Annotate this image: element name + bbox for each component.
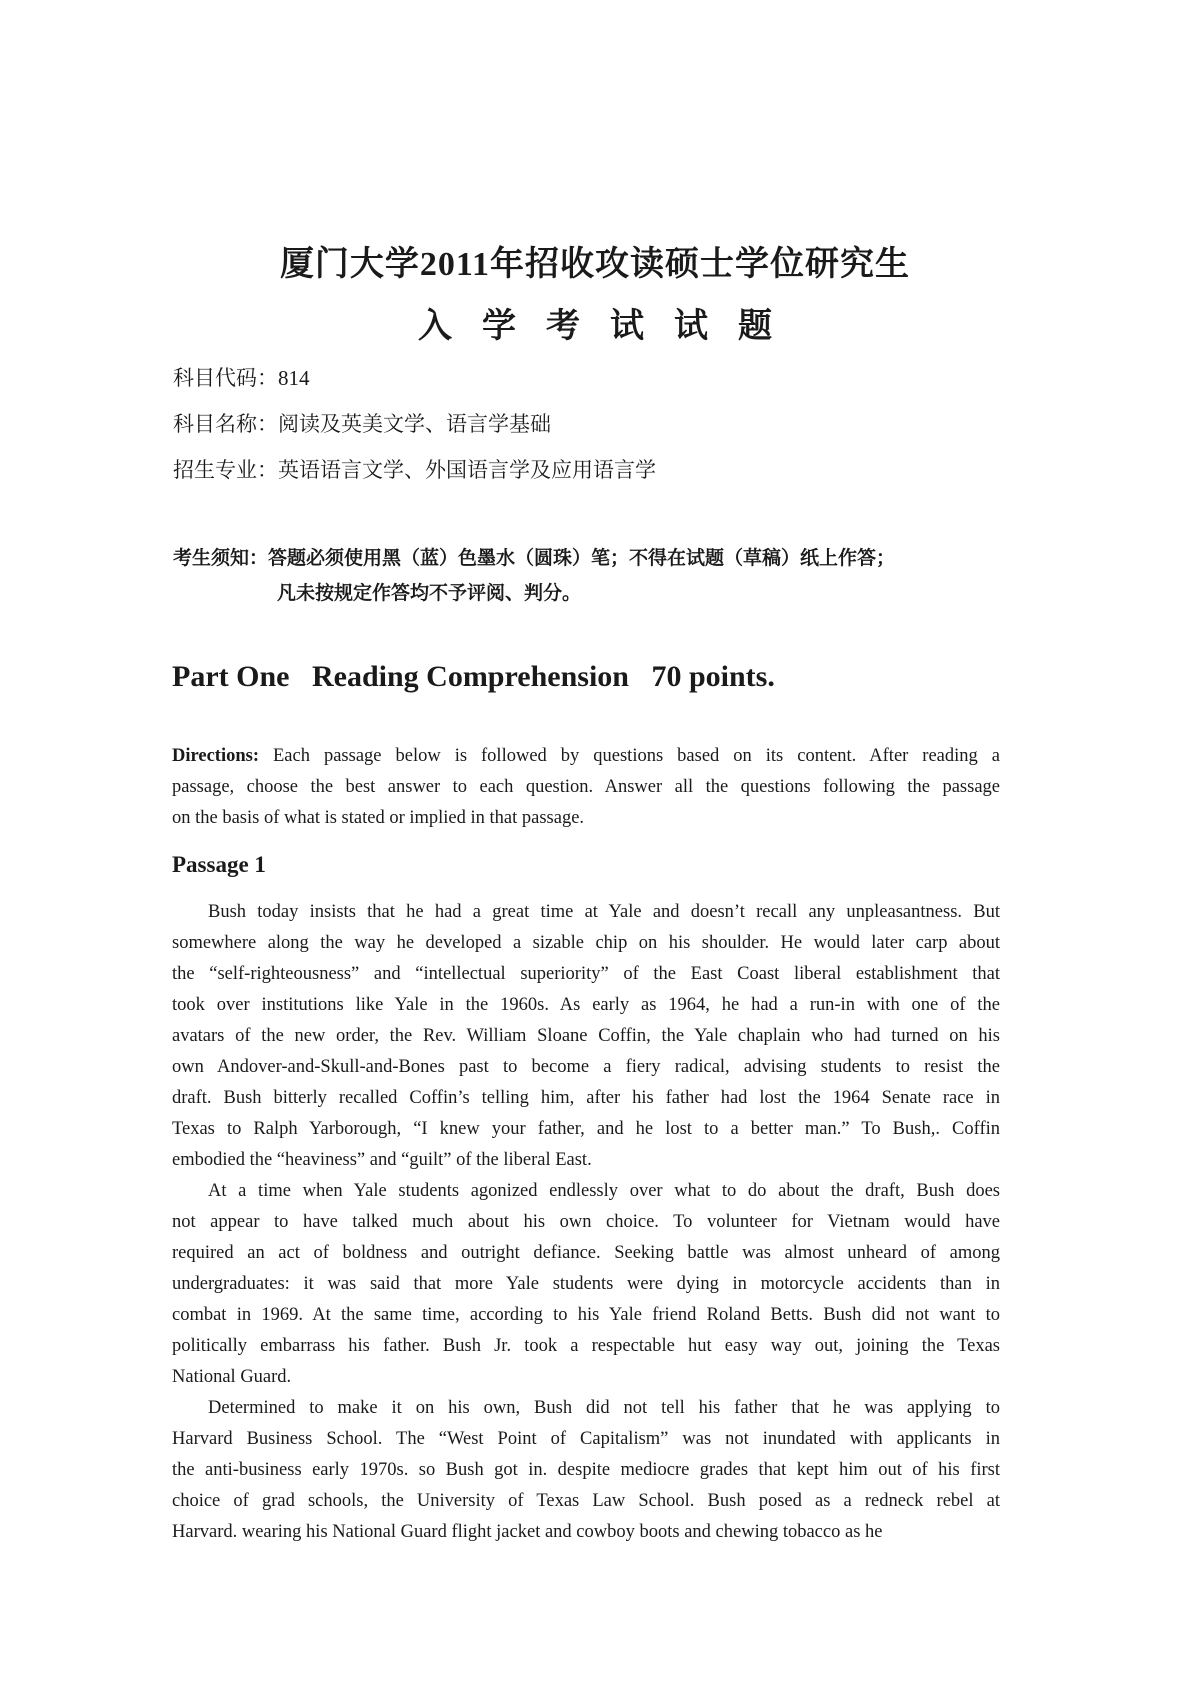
- paragraph-line: At a time when Yale students agonized endlessly over what to do about the draft, Bush does: [208, 1181, 1000, 1201]
- subject-code-value: 814: [278, 366, 310, 390]
- paragraph-line: Texas to Ralph Yarborough, “I knew your father, and he lost to a better man.” To Bush,. Coffin: [172, 1119, 1000, 1139]
- notice: [173, 543, 895, 570]
- passage-title: Passage 1: [172, 852, 266, 877]
- paragraph-line: undergraduates: it was said that more Yale students were dying in motorcycle accidents than in: [172, 1274, 1000, 1294]
- paragraph-line: required an act of boldness and outright defiance. Seeking battle was almost unheard of among: [172, 1243, 1000, 1263]
- paragraph-line: choice of grad schools, the University of Texas Law School. Bush posed as a redneck rebel at: [172, 1491, 1000, 1511]
- subject-name: [173, 408, 551, 438]
- major: [173, 454, 656, 484]
- paragraph-line: the anti-business early 1970s. so Bush got in. despite mediocre grades that kept him out of his first: [172, 1460, 1000, 1480]
- paragraph-line: the “self-righteousness” and “intellectual superiority” of the East Coast liberal establishment that: [172, 964, 1000, 984]
- paragraph: [172, 1393, 1000, 1548]
- notice-line1: 答题必须使用黑（蓝）色墨水（圆珠）笔；不得在试题（草稿）纸上作答；: [268, 548, 896, 569]
- directions-line: on the basis of what is stated or implied in that passage.: [172, 808, 585, 828]
- directions: [172, 741, 1000, 834]
- paragraph-line: politically embarrass his father. Bush Jr. took a respectable hut easy way out, joining the Texas: [172, 1336, 1000, 1356]
- passage-body: [172, 897, 1000, 1548]
- exam-title: 厦门大学2011年招收攻读硕士学位研究生: [279, 246, 911, 283]
- paragraph-line: Harvard. wearing his National Guard flight jacket and cowboy boots and chewing tobacco as he: [172, 1522, 883, 1542]
- paragraph-line: Bush today insists that he had a great time at Yale and doesn’t recall any unpleasantness. But: [208, 902, 1000, 922]
- subject-code-label: 科目代码：: [173, 366, 278, 390]
- paragraph: [172, 897, 1000, 1176]
- notice-line2: 凡未按规定作答均不予评阅、判分。: [277, 583, 582, 604]
- major-value: 英语语言文学、外国语言学及应用语言学: [278, 458, 656, 482]
- major-label: 招生专业：: [173, 458, 278, 482]
- directions-label: Directions:: [172, 746, 259, 766]
- paragraph-line: took over institutions like Yale in the 1960s. As early as 1964, he had a run-in with one of the: [172, 995, 1000, 1015]
- paragraph-line: draft. Bush bitterly recalled Coffin’s telling him, after his father had lost the 1964 Senate race in: [172, 1088, 1000, 1108]
- paragraph-line: Harvard Business School. The “West Point of Capitalism” was not inundated with applicants in: [172, 1429, 1000, 1449]
- paragraph-line: combat in 1969. At the same time, according to his Yale friend Roland Betts. Bush did not want to: [172, 1305, 1000, 1325]
- paragraph: [172, 1176, 1000, 1393]
- directions-line: passage, choose the best answer to each question. Answer all the questions following the passage: [172, 777, 1000, 797]
- part-heading: Part One Reading Comprehension 70 points.: [172, 660, 775, 693]
- paragraph-line: Determined to make it on his own, Bush did not tell his father that he was applying to: [208, 1398, 1000, 1418]
- paragraph-line: somewhere along the way he developed a sizable chip on his shoulder. He would later carp about: [172, 933, 1000, 953]
- exam-subtitle: 入学考试试题: [418, 308, 802, 345]
- subject-code: [173, 362, 310, 392]
- paragraph-line: not appear to have talked much about his own choice. To volunteer for Vietnam would have: [172, 1212, 1000, 1232]
- subject-name-value: 阅读及英美文学、语言学基础: [278, 412, 551, 436]
- paragraph-line: own Andover-and-Skull-and-Bones past to become a fiery radical, advising students to resist the: [172, 1057, 1000, 1077]
- directions-line: Directions: Each passage below is followed by questions based on its content. After reading a: [172, 746, 1000, 766]
- paragraph-line: avatars of the new order, the Rev. William Sloane Coffin, the Yale chaplain who had turned on his: [172, 1026, 1000, 1046]
- paragraph-line: embodied the “heaviness” and “guilt” of the liberal East.: [172, 1150, 592, 1170]
- notice-label: 考生须知：: [173, 548, 269, 569]
- subject-name-label: 科目名称：: [173, 412, 278, 436]
- paragraph-line: National Guard.: [172, 1367, 292, 1387]
